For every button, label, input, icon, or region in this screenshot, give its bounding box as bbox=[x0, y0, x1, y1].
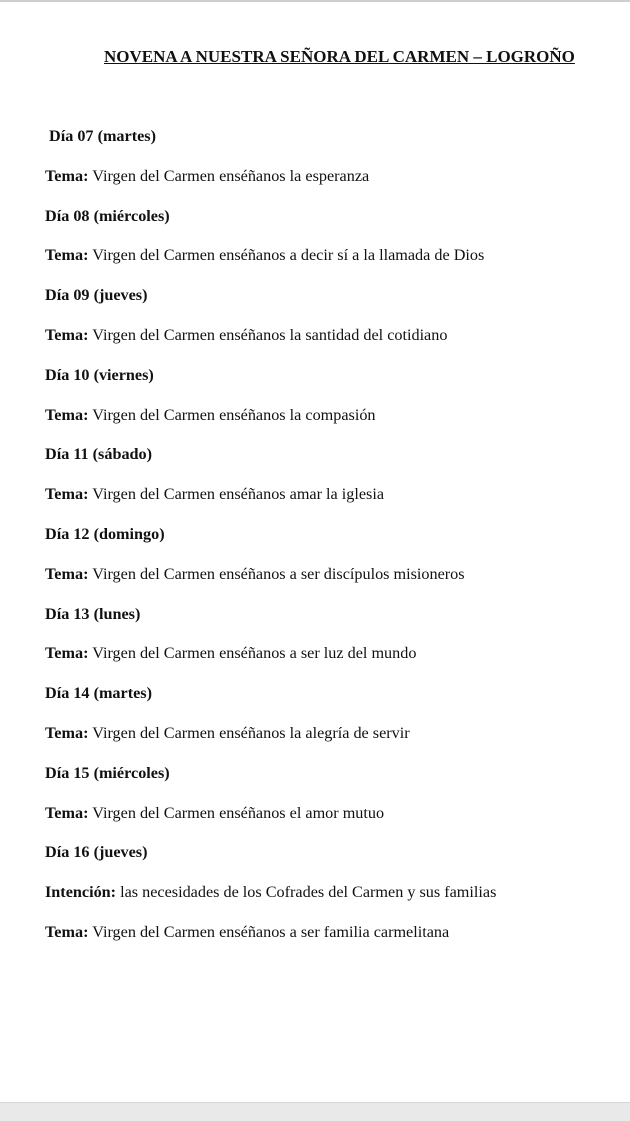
tema-line bbox=[45, 723, 625, 763]
tema-label: Tema: bbox=[45, 246, 89, 265]
tema-line bbox=[45, 484, 625, 524]
intencion-label: Intención: bbox=[45, 883, 117, 902]
day-heading: Día 13 (lunes) bbox=[45, 604, 141, 623]
tema-label: Tema: bbox=[45, 922, 89, 941]
page-top-edge bbox=[0, 0, 630, 2]
tema-line bbox=[45, 405, 625, 445]
day-heading: Día 15 (miércoles) bbox=[45, 763, 170, 782]
tema-text: Virgen del Carmen enséñanos amar la iglesia bbox=[92, 485, 385, 504]
tema-label: Tema: bbox=[45, 803, 89, 822]
tema-line bbox=[45, 166, 625, 206]
day-heading: Día 07 (martes) bbox=[49, 127, 156, 145]
day-heading: Día 08 (miércoles) bbox=[45, 206, 170, 225]
day-heading: Día 12 (domingo) bbox=[45, 524, 165, 543]
day-heading: Día 09 (jueves) bbox=[45, 286, 148, 305]
intencion-text: las necesidades de los Cofrades del Carmen y sus familias bbox=[120, 883, 497, 902]
tema-text: Virgen del Carmen enséñanos la esperanza bbox=[92, 166, 370, 185]
tema-text: Virgen del Carmen enséñanos la santidad del cotidiano bbox=[92, 325, 448, 344]
tema-text: Virgen del Carmen enséñanos a decir sí a la llamada de Dios bbox=[92, 246, 485, 265]
day-heading: Día 10 (viernes) bbox=[45, 365, 154, 384]
tema-text: Virgen del Carmen enséñanos a ser discípulos misioneros bbox=[92, 564, 465, 583]
tema-label: Tema: bbox=[45, 325, 89, 344]
tema-text: Virgen del Carmen enséñanos la compasión bbox=[92, 405, 376, 424]
intencion-line bbox=[45, 882, 625, 922]
tema-line bbox=[45, 643, 625, 683]
day-heading: Día 11 (sábado) bbox=[45, 445, 153, 464]
day-heading: Día 16 (jueves) bbox=[45, 843, 148, 862]
tema-text: Virgen del Carmen enséñanos a ser familia carmelitana bbox=[92, 922, 450, 941]
tema-text: Virgen del Carmen enséñanos a ser luz del mundo bbox=[92, 644, 417, 663]
tema-label: Tema: bbox=[45, 723, 89, 742]
page-title: NOVENA A NUESTRA SEÑORA DEL CARMEN – LOGROÑO bbox=[104, 47, 575, 66]
tema-label: Tema: bbox=[45, 166, 89, 185]
tema-label: Tema: bbox=[45, 644, 89, 663]
novena-day-list bbox=[45, 126, 625, 962]
tema-line bbox=[45, 245, 625, 285]
tema-label: Tema: bbox=[45, 485, 89, 504]
viewer-bottom-bar bbox=[0, 1102, 630, 1121]
day-heading: Día 14 (martes) bbox=[45, 684, 152, 703]
tema-line bbox=[45, 564, 625, 604]
tema-text: Virgen del Carmen enséñanos la alegría de servir bbox=[92, 723, 410, 742]
tema-text: Virgen del Carmen enséñanos el amor mutuo bbox=[92, 803, 385, 822]
tema-label: Tema: bbox=[45, 405, 89, 424]
tema-label: Tema: bbox=[45, 564, 89, 583]
tema-line bbox=[45, 922, 625, 962]
tema-line bbox=[45, 803, 625, 843]
tema-line bbox=[45, 325, 625, 365]
